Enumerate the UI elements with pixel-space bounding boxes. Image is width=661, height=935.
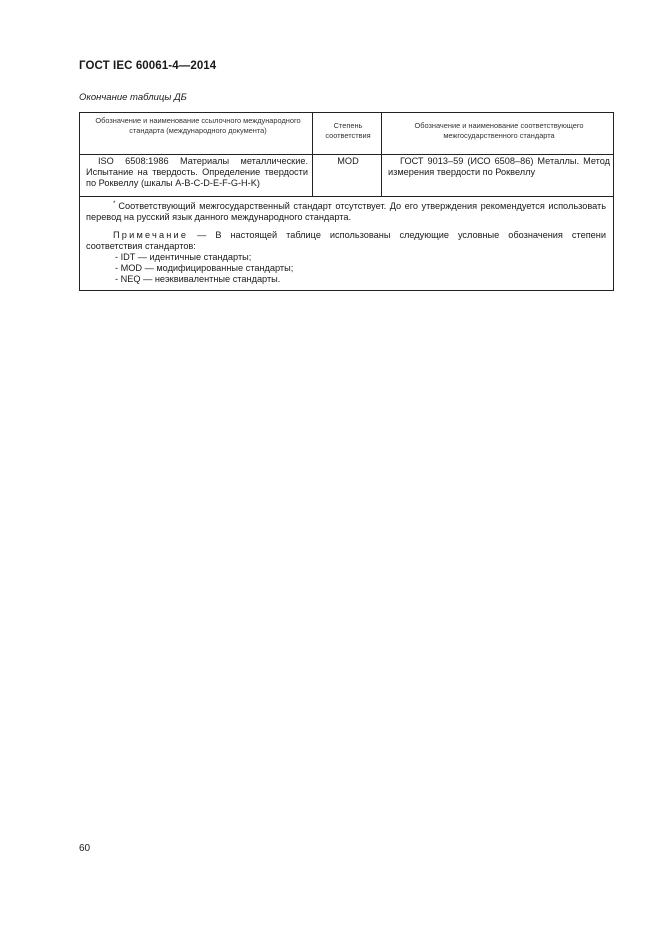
cell-international-standard: ISO 6508:1986 Материалы металлические. Испытание на твердость. Определение твердости по Роквеллу (шкалы A-B-C-D-E-F-G-H-K)	[86, 156, 308, 188]
cell-degree-of-correspondence: MOD	[337, 156, 359, 166]
column-divider	[312, 112, 313, 197]
footnote	[86, 199, 606, 223]
column-divider	[381, 112, 382, 197]
footnote-mark: *	[113, 201, 116, 207]
standards-table	[79, 112, 614, 291]
table-caption: Окончание таблицы ДБ	[79, 92, 187, 103]
table-row	[80, 154, 613, 197]
note-intro-text: — В настоящей таблице использованы следующие условные обозначения степени соответствия стандартов:	[86, 230, 606, 251]
column-header-interstate: Обозначение и наименование соответствующего межгосударственного стандарта	[414, 121, 584, 140]
page-number: 60	[79, 843, 91, 854]
column-header-international: Обозначение и наименование ссылочного международного стандарта (международного документа)	[95, 116, 301, 135]
note-block	[86, 230, 606, 285]
list-item: - NEQ — неэквивалентные стандарты.	[115, 274, 281, 284]
cell-interstate-standard: ГОСТ 9013–59 (ИСО 6508–86) Металлы. Метод измерения твердости по Роквеллу	[388, 156, 610, 177]
note-intro	[86, 230, 606, 252]
list-item: - IDT — идентичные стандарты;	[115, 252, 252, 262]
document-header-title: ГОСТ IEC 60061-4—2014	[79, 60, 217, 72]
table-header-row	[80, 113, 613, 155]
note-label: Примечание	[113, 230, 189, 240]
column-header-degree: Степень соответствия	[325, 121, 371, 140]
list-item: - MOD — модифицированные стандарты;	[115, 263, 294, 273]
footnote-text: Соответствующий межгосударственный стандарт отсутствует. До его утверждения рекомендуется использовать перевод на русский язык данного международного стандарта.	[86, 201, 606, 222]
